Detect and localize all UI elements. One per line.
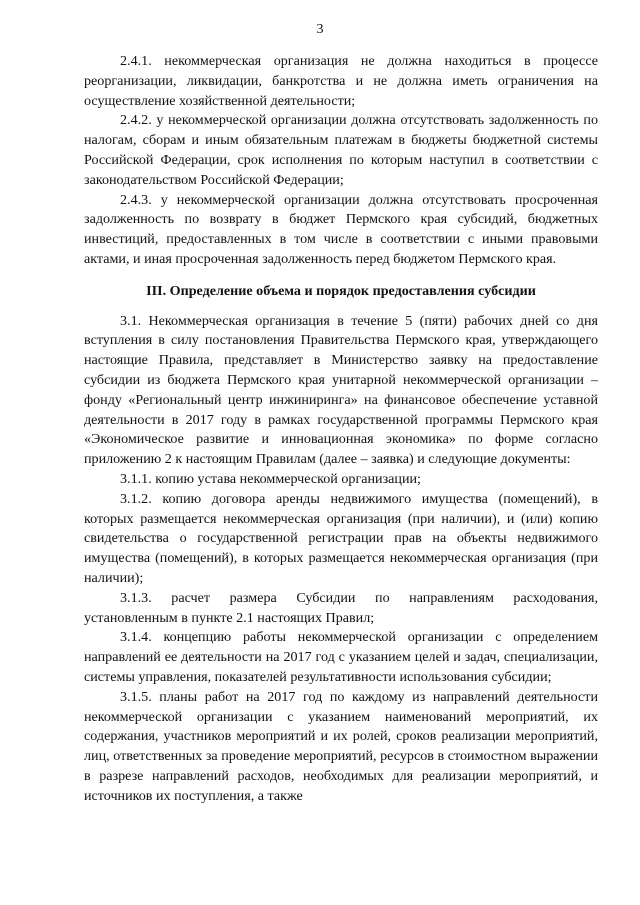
paragraph-3-1-3: 3.1.3. расчет размера Субсидии по направлениям расходования, установленным в пункте 2.1 настоящих Правил; — [84, 589, 598, 626]
paragraph-3-1-4: 3.1.4. концепцию работы некоммерческой организации с определением направлений ее деятельности на 2017 год с указанием целей и задач, специализации, системы управления, показателей результативности использования субсидии; — [84, 629, 598, 685]
page-number: 3 — [316, 22, 324, 37]
section-heading: III. Определение объема и порядок предоставления субсидии — [146, 282, 536, 299]
paragraph-3-1-2: 3.1.2. копию договора аренды недвижимого имущества (помещений), в которых размещается некоммерческая организация (при наличии), и (или) копию свидетельства о государственной регистрации прав на объекты недвижимого имущества (помещений), в которых размещается некоммерческая организация (при наличии); — [84, 490, 598, 586]
paragraph-3-1: 3.1. Некоммерческая организация в течение 5 (пяти) рабочих дней со дня вступления в силу постановления Правительства Пермского края, утверждающего настоящие Правила, представляет в Министерство заявку на предоставление субсидии из бюджета Пермского края унитарной некоммерческой организации – фонду «Региональный центр инжиниринга» на финансовое обеспечение уставной деятельности в 2017 году в рамках государственной программы Пермского края «Экономическое развитие и инновационная экономика» по форме согласно приложению 2 к настоящим Правилам (далее – заявка) и следующие документы: — [84, 312, 598, 468]
paragraph-3-1-5: 3.1.5. планы работ на 2017 год по каждому из направлений деятельности некоммерческой организации с указанием наименований мероприятий, их содержания, участников мероприятий и их ролей, сроков реализации мероприятий, лиц, ответственных за проведение мероприятий, ресурсов в стоимостном выражении в разрезе направлений расходов, необходимых для реализации мероприятий, и источников их поступления, а также — [84, 688, 598, 804]
paragraph-2-4-2: 2.4.2. у некоммерческой организации должна отсутствовать задолженность по налогам, сборам и иным обязательным платежам в бюджеты бюджетной системы Российской Федерации, срок исполнения по которым наступил в соответствии с законодательством Российской Федерации; — [84, 112, 598, 188]
document-body — [84, 52, 598, 806]
paragraph-3-1-1: 3.1.1. копию устава некоммерческой организации; — [120, 470, 421, 487]
paragraph-2-4-1: 2.4.1. некоммерческая организация не должна находиться в процессе реорганизации, ликвидации, банкротства и не должна иметь ограничения на осуществление хозяйственной деятельности; — [84, 53, 598, 109]
paragraph-2-4-3: 2.4.3. у некоммерческой организации должна отсутствовать просроченная задолженность по возврату в бюджет Пермского края субсидий, бюджетных инвестиций, предоставленных в том числе в соответствии с иными правовыми актами, и иная просроченная задолженность перед бюджетом Пермского края. — [84, 191, 598, 267]
